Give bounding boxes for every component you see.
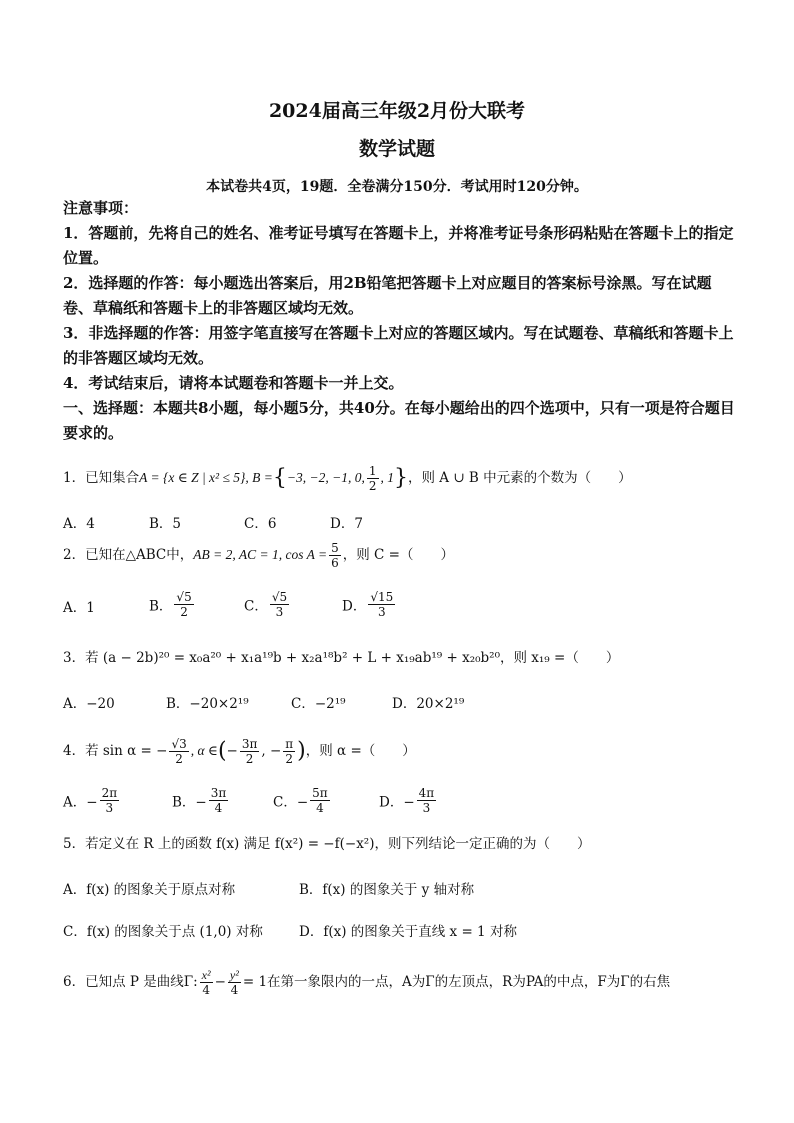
option-c: C．6 xyxy=(244,516,277,532)
fraction: $\frac{\pi}{2}$ xyxy=(285,737,294,766)
option-a: A．− $\frac{2\pi}{3}$ xyxy=(63,786,118,815)
exam-info: 本试卷共4页，19题．全卷满分150分．考试用时120分钟。 xyxy=(206,179,588,195)
fraction: $\frac{√3}{2}$ xyxy=(171,737,187,766)
fraction: $\frac{1}{2}$ xyxy=(368,464,377,493)
notice-item-1: 1．答题前，先将自己的姓名、准考证号填写在答题卡上，并将准考证号条形码粘贴在答题卡上的指定位置。 xyxy=(63,224,734,267)
option-a: A．1 xyxy=(63,600,95,616)
fraction: $\frac{5}{6}$ xyxy=(331,541,339,570)
notice-item-3: 3．非选择题的作答：用签字笔直接写在答题卡上对应的答题区域内。写在试题卷、草稿纸和答题卡上的非答题区域均无效。 xyxy=(63,324,734,367)
question-6: 6．已知点 P 是曲线Γ: $\frac{\text{x²}}{4}$ − $\frac{\text{y²}}{4}$ = 1在第一象限内的一点，A为Γ的左顶点，R为PA的中点，F为Γ的右焦 xyxy=(63,968,671,997)
fraction: $\frac{\text{x²}}{4}$ xyxy=(201,968,211,997)
exam-title: 2024届高三年级2月份大联考 xyxy=(268,100,526,122)
exam-subtitle: 数学试题 xyxy=(358,138,435,160)
option-d: D．7 xyxy=(330,516,363,532)
fraction: $\frac{\text{y²}}{4}$ xyxy=(229,968,239,997)
notice-block xyxy=(63,196,735,446)
option-c: C． $\frac{√5}{3}$ xyxy=(244,590,288,619)
option-d: D．f(x) 的图象关于直线 x = 1 对称 xyxy=(299,924,517,940)
option-b: B．f(x) 的图象关于 y 轴对称 xyxy=(299,882,475,898)
option-d: D． $\frac{√15}{3}$ xyxy=(342,590,394,619)
section-heading: 一、选择题：本题共8小题，每小题5分，共40分。在每小题给出的四个选项中，只有一项是符合题目要求的。 xyxy=(63,399,735,442)
question-1: 1．已知集合A = {x ∈ Z | x² ≤ 5}, B ={−3, −2, −1, 0, $\frac{1}{2}$ , 1}，则 A ∪ B 中元素的个数为（ ） xyxy=(63,464,632,493)
notice-heading: 注意事项： xyxy=(63,199,139,217)
option-d: D．− $\frac{4\pi}{3}$ xyxy=(379,786,435,815)
question-5: 5．若定义在 R 上的函数 f(x) 满足 f(x²) = −f(−x²)，则下列结论一定正确的为（ ） xyxy=(63,836,591,852)
notice-item-2: 2．选择题的作答：每小题选出答案后，用2B铅笔把答题卡上对应题目的答案标号涂黑。写在试题卷、草稿纸和答题卡上的非答题区域均无效。 xyxy=(63,274,712,317)
option-b: B．5 xyxy=(149,516,182,532)
option-c: C．−2¹⁹ xyxy=(291,696,346,712)
question-4: 4．若 sin α = − $\frac{√3}{2}$ , α ∈(− $\frac{3\pi}{2}$ , − $\frac{\pi}{2}$ )，则 α =（ ） xyxy=(63,737,416,766)
option-b: B．−20×2¹⁹ xyxy=(166,696,249,712)
fraction: $\frac{3\pi}{2}$ xyxy=(241,737,258,766)
option-c: C．− $\frac{5\pi}{4}$ xyxy=(273,786,328,815)
option-a: A．f(x) 的图象关于原点对称 xyxy=(63,882,236,898)
option-b: B． $\frac{√5}{2}$ xyxy=(149,590,192,619)
option-d: D．20×2¹⁹ xyxy=(392,696,465,712)
question-3: 3．若 (a − 2b)²⁰ = x₀a²⁰ + x₁a¹⁹b + x₂a¹⁸b² + L + x₁₉ab¹⁹ + x₂₀b²⁰，则 x₁₉ =（ ） xyxy=(63,650,620,666)
option-a: A．−20 xyxy=(63,696,115,712)
option-b: B．− $\frac{3\pi}{4}$ xyxy=(172,786,227,815)
option-a: A．4 xyxy=(63,516,95,532)
notice-item-4: 4．考试结束后，请将本试题卷和答题卡一并上交。 xyxy=(63,374,404,392)
option-c: C．f(x) 的图象关于点 (1,0) 对称 xyxy=(63,924,263,940)
question-2: 2．已知在△ABC中，AB = 2, AC = 1, cos A = $\frac{5}{6}$ ，则 C =（ ） xyxy=(63,541,454,570)
